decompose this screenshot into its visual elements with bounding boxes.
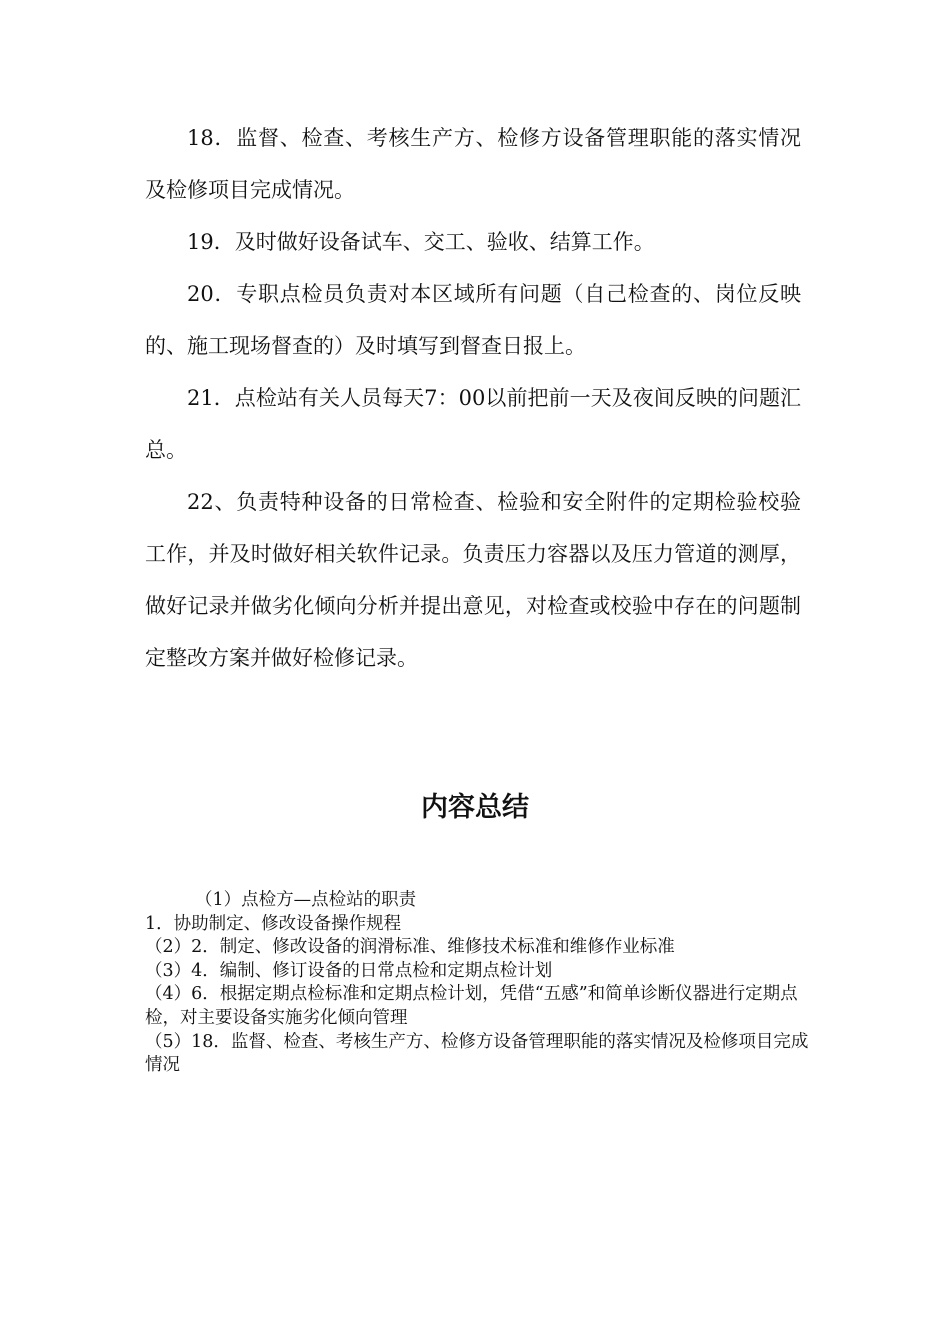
summary-line: （5）18．监督、检查、考核生产方、检修方设备管理职能的落实情况及检修项目完成情况 (145, 1031, 809, 1076)
summary-line: （2）2．制定、修改设备的润滑标准、维修技术标准和维修作业标准 (145, 937, 675, 958)
paragraph-19: 19．及时做好设备试车、交工、验收、结算工作。 (187, 230, 655, 254)
body-text (145, 112, 801, 684)
summary-line: 1．协助制定、修改设备操作规程 (145, 913, 402, 934)
paragraph-20: 20．专职点检员负责对本区域所有问题（自己检查的、岗位反映的、施工现场督查的）及时填写到督查日报上。 (145, 282, 801, 358)
paragraph-22: 22、负责特种设备的日常检查、检验和安全附件的定期检验校验工作，并及时做好相关软件记录。负责压力容器以及压力管道的测厚，做好记录并做劣化倾向分析并提出意见，对检查或校验中存在的问题制定整改方案并做好检修记录。 (145, 490, 801, 670)
summary-line: （1）点检方—点检站的职责 (195, 890, 417, 910)
paragraph-21: 21．点检站有关人员每天7：00以前把前一天及夜间反映的问题汇总。 (145, 386, 801, 462)
summary-line: （4）6．根据定期点检标准和定期点检计划，凭借“五感”和简单诊断仪器进行定期点检，对主要设备实施劣化倾向管理 (145, 984, 798, 1028)
paragraph-18: 18．监督、检查、考核生产方、检修方设备管理职能的落实情况及检修项目完成情况。 (145, 126, 801, 202)
summary-line: （3）4．编制、修订设备的日常点检和定期点检计划 (145, 960, 553, 981)
summary-title: 内容总结 (421, 792, 529, 823)
summary-section (145, 889, 813, 1078)
